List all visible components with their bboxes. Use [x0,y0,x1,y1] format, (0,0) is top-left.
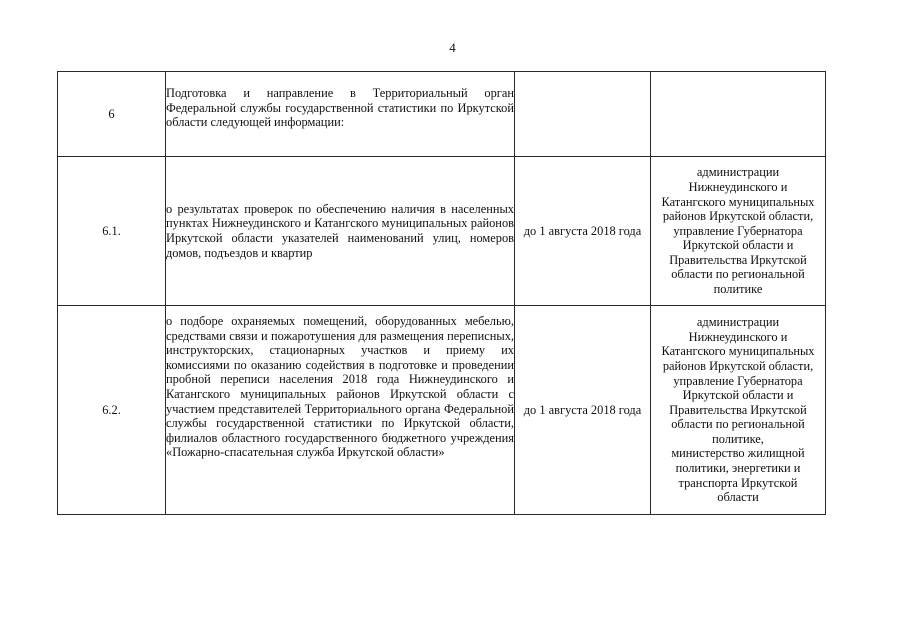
responsible-line: управление Губернатора [673,373,803,388]
row-responsible [651,306,826,515]
row-responsible [651,72,826,157]
responsible-line: политике, [712,431,764,446]
row-description: о подборе охраняемых помещений, оборудованных мебелью, средствами связи и пожаротушения для размещения переписных, инструкторских, стационарных участков и приему их комиссиями по оказанию содействия в подготовке и проведении пробной переписи населения 2018 года Нижнеудинского и Катангского муниципальных районов Иркутской области с участием представителей Территориального органа Федеральной службы государственной статистики по Иркутской области, филиалов областного государственного бюджетного учреждения «Пожарно-спасательная служба Иркутской области» [166,306,515,515]
row-description: Подготовка и направление в Территориальный орган Федеральной службы государственной статистики по Иркутской области следующей информации: [166,72,515,157]
responsible-line: администрации [696,315,780,330]
responsible-line: области [717,490,759,505]
table-row [58,306,826,515]
responsible-line: районов Иркутской области, [662,358,814,373]
responsible-line: области по региональной [671,267,805,282]
plan-table [57,71,826,515]
responsible-line: Правительства Иркутской [669,252,807,267]
responsible-line: Правительства Иркутской [669,402,807,417]
row-deadline: до 1 августа 2018 года [515,157,651,306]
row-number: 6.2. [58,306,166,515]
row-number: 6 [58,72,166,157]
row-deadline: до 1 августа 2018 года [515,306,651,515]
row-number: 6.1. [58,157,166,306]
responsible-line: Нижнеудинского и [688,179,788,194]
responsible-line: области по региональной [671,417,805,432]
table-row [58,157,826,306]
page-number: 4 [449,40,456,55]
responsible-line: управление Губернатора [673,223,803,238]
responsible-line: министерство жилищной [671,446,805,461]
responsible-line: администрации [696,165,780,180]
row-description: о результатах проверок по обеспечению наличия в населенных пунктах Нижнеудинского и Катангского муниципальных районов Иркутской области указателей наименований улиц, номеров домов, подъездов и квартир [166,157,515,306]
responsible-line: транспорта Иркутской [678,475,798,490]
responsible-line: Иркутской области и [682,388,794,403]
responsible-line: Иркутской области и [682,238,794,253]
responsible-line: политики, энергетики и [675,461,801,476]
row-responsible [651,157,826,306]
row-deadline [515,72,651,157]
responsible-line: политике [713,282,763,297]
responsible-line: Нижнеудинского и [688,329,788,344]
responsible-line: районов Иркутской области, [662,209,814,224]
table-row [58,72,826,157]
responsible-line: Катангского муниципальных [661,344,815,359]
responsible-line: Катангского муниципальных [661,194,815,209]
